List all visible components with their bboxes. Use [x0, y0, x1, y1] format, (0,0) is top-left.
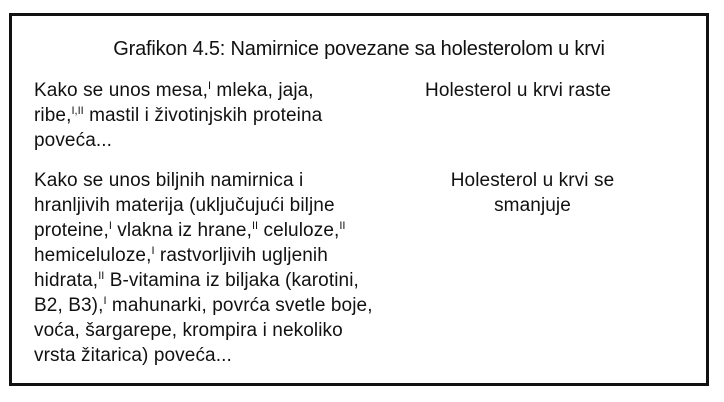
- figure-title: Grafikon 4.5: Namirnice povezane sa holesterolom u krvi: [113, 38, 605, 60]
- footnote-marker: I: [151, 245, 155, 257]
- row-2-effect-line-2: smanjuje: [494, 195, 571, 216]
- footnote-marker: I,II: [71, 105, 84, 117]
- figure-frame: [9, 13, 709, 386]
- row-1-cause-line-2: ribe,$^{I,II}$ mastil i životinjskih proteina: [34, 105, 323, 126]
- row-2-cause-line-5: hidrata,$^{II}$ B-vitamina iz biljaka (karotini,: [34, 270, 359, 291]
- row-1-cause: [34, 78, 424, 153]
- row-1-cause-line-1: Kako se unos mesa,$^I$ mleka, jaja,: [34, 80, 314, 101]
- row-1-effect-line-1: Holesterol u krvi raste: [425, 80, 612, 101]
- row-2-effect-line-1: Holesterol u krvi se: [450, 170, 615, 191]
- row-2-cause-line-2: hranljivih materija (uključujući biljne: [34, 195, 335, 216]
- footnote-marker: I: [108, 220, 112, 232]
- row-1-effect: [425, 78, 675, 103]
- footnote-marker: I: [207, 80, 212, 92]
- row-1-cause-line-3: poveća...: [34, 130, 113, 151]
- footnote-marker: I: [103, 295, 107, 307]
- row-2-cause-line-8: vrsta žitarica) poveća...: [34, 345, 232, 366]
- row-2-cause-line-1: Kako se unos biljnih namirnica i: [34, 170, 304, 191]
- row-2-cause-line-3: proteine,$^I$ vlakna iz hrane,$^{II}$ celuloze,$^{II}$: [34, 220, 346, 241]
- footnote-marker: II: [98, 270, 105, 282]
- row-2-cause-line-7: voća, šargarepe, krompira i nekoliko: [34, 320, 343, 341]
- row-2-effect: [425, 168, 640, 218]
- footnote-marker: II: [251, 220, 259, 232]
- row-2-cause-line-6: B2, B3),$^I$ mahunarki, povrća svetle boje,: [34, 295, 373, 316]
- row-2-cause-line-4: hemiceluloze,$^I$ rastvorljivih ugljenih: [34, 245, 328, 266]
- row-2-cause: [34, 168, 444, 368]
- footnote-marker: II: [339, 220, 346, 232]
